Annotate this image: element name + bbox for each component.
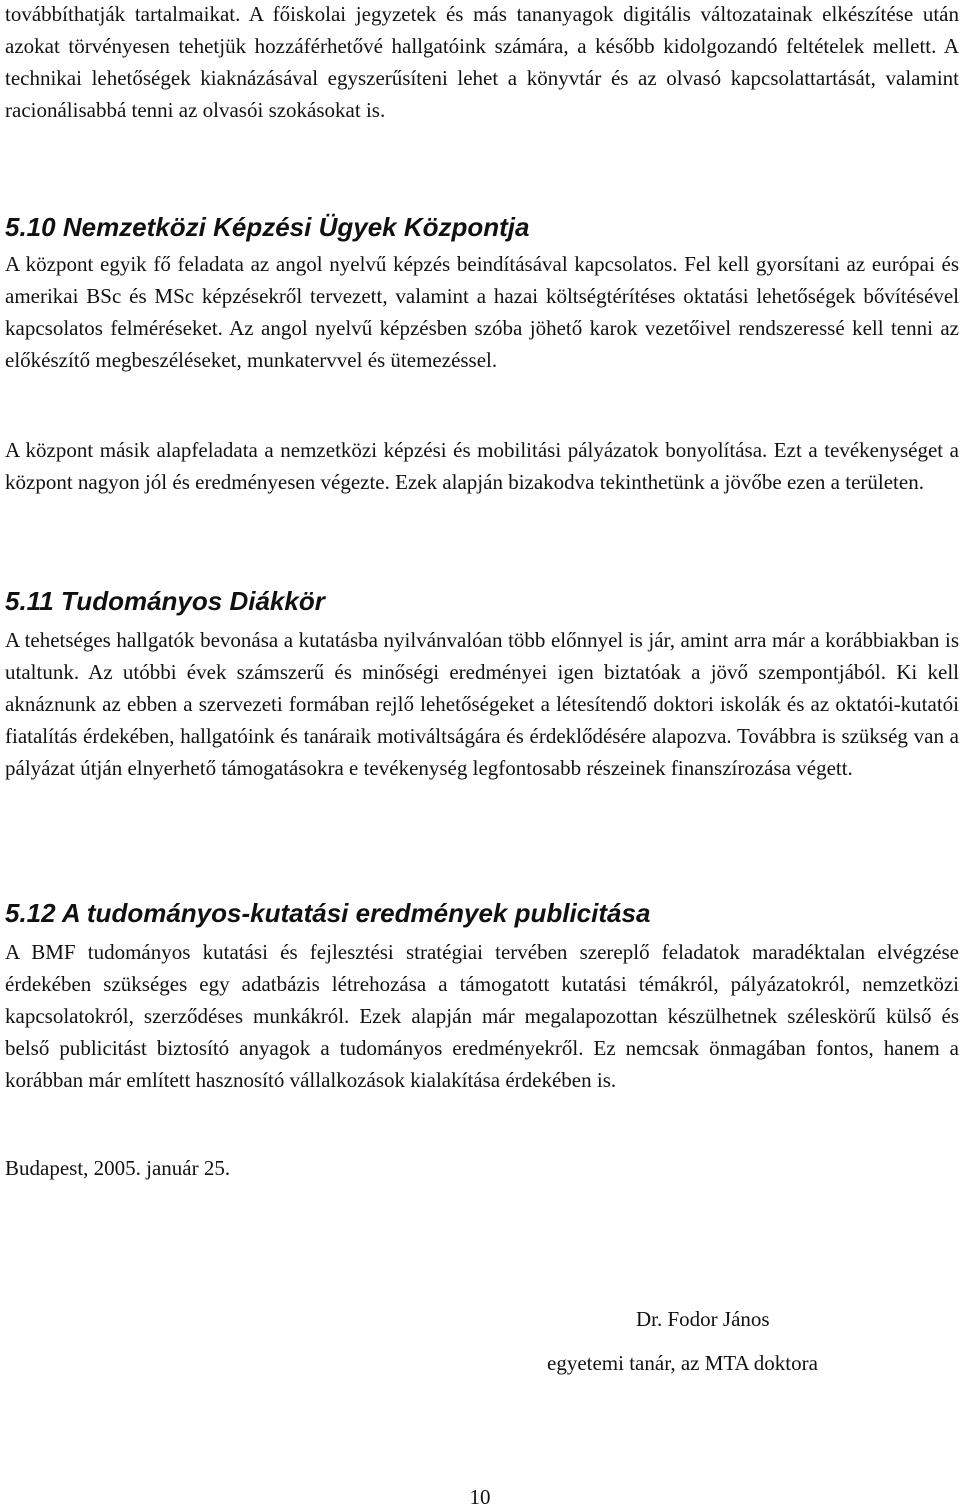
section-5-11-paragraph-1: A tehetséges hallgatók bevonása a kutatásba nyilvánvalóan több előnnyel is jár, amint arra már a korábbiakban is utaltunk. Az utóbbi évek számszerű és minőségi eredményei igen biztatóak a jövő szempontjából. Ki kell aknáznunk az ebben a szervezeti formában rejlő lehetőségeket a létesítendő doktori iskolák és az oktatói-kutatói fiatalítás érdekében, hallgatóink és tanáraik motiváltságára és érdeklődésére alapozva. Továbbra is szükség van a pályázat útján elnyerhető támogatásokra e tevékenység legfontosabb részeinek finanszírozása végett. — [5, 628, 959, 780]
intro-paragraph: továbbíthatják tartalmaikat. A főiskolai jegyzetek és más tananyagok digitális változatainak elkészítése után azokat törvényesen tehetjük hozzáférhetővé hallgatóink számára, a később kidolgozandó feltételek mellett. A technikai lehetőségek kiaknázásával egyszerűsíteni lehet a könyvtár és az olvasó kapcsolattartását, valamint racionálisabbá tenni az olvasói szokásokat is. — [5, 2, 959, 122]
section-5-12-paragraph-1: A BMF tudományos kutatási és fejlesztési stratégiai tervében szereplő feladatok maradéktalan elvégzése érdekében szükséges egy adatbázis létrehozása a támogatott kutatási témákról, pályázatokról, nemzetközi kapcsolatokról, szerződéses munkákról. Ezek alapján már megalapozottan készülhetnek széleskörű külső és belső publicitást biztosító anyagok a tudományos eredményekről. Ez nemcsak önmagában fontos, hanem a korábban már említett hasznosító vállalkozások kialakítása érdekében is. — [5, 940, 959, 1092]
place-date: Budapest, 2005. január 25. — [5, 1156, 231, 1180]
section-heading-5-12: 5.12 A tudományos-kutatási eredmények publicitása — [5, 898, 651, 928]
section-heading-5-10: 5.10 Nemzetközi Képzési Ügyek Központja — [5, 212, 530, 242]
section-5-10-paragraph-1: A központ egyik fő feladata az angol nyelvű képzés beindításával kapcsolatos. Fel kell gyorsítani az európai és amerikai BSc és MSc képzésekről tervezett, valamint a hazai költségtérítéses oktatási lehetőségek bővítésével kapcsolatos felméréseket. Az angol nyelvű képzésben szóba jöhető karok vezetőivel rendszeressé kell tenni az előkészítő megbeszéléseket, munkatervvel és ütemezéssel. — [5, 252, 959, 372]
section-heading-5-11: 5.11 Tudományos Diákkör — [5, 586, 325, 616]
page-number: 10 — [469, 1485, 491, 1509]
signature-title: egyetemi tanár, az MTA doktora — [547, 1351, 818, 1375]
signature-name: Dr. Fodor János — [636, 1307, 770, 1331]
section-5-10-paragraph-2: A központ másik alapfeladata a nemzetközi képzési és mobilitási pályázatok bonyolítása. Ezt a tevékenységet a központ nagyon jól és eredményesen végezte. Ezek alapján bizakodva tekinthetünk a jövőbe ezen a területen. — [5, 438, 959, 494]
